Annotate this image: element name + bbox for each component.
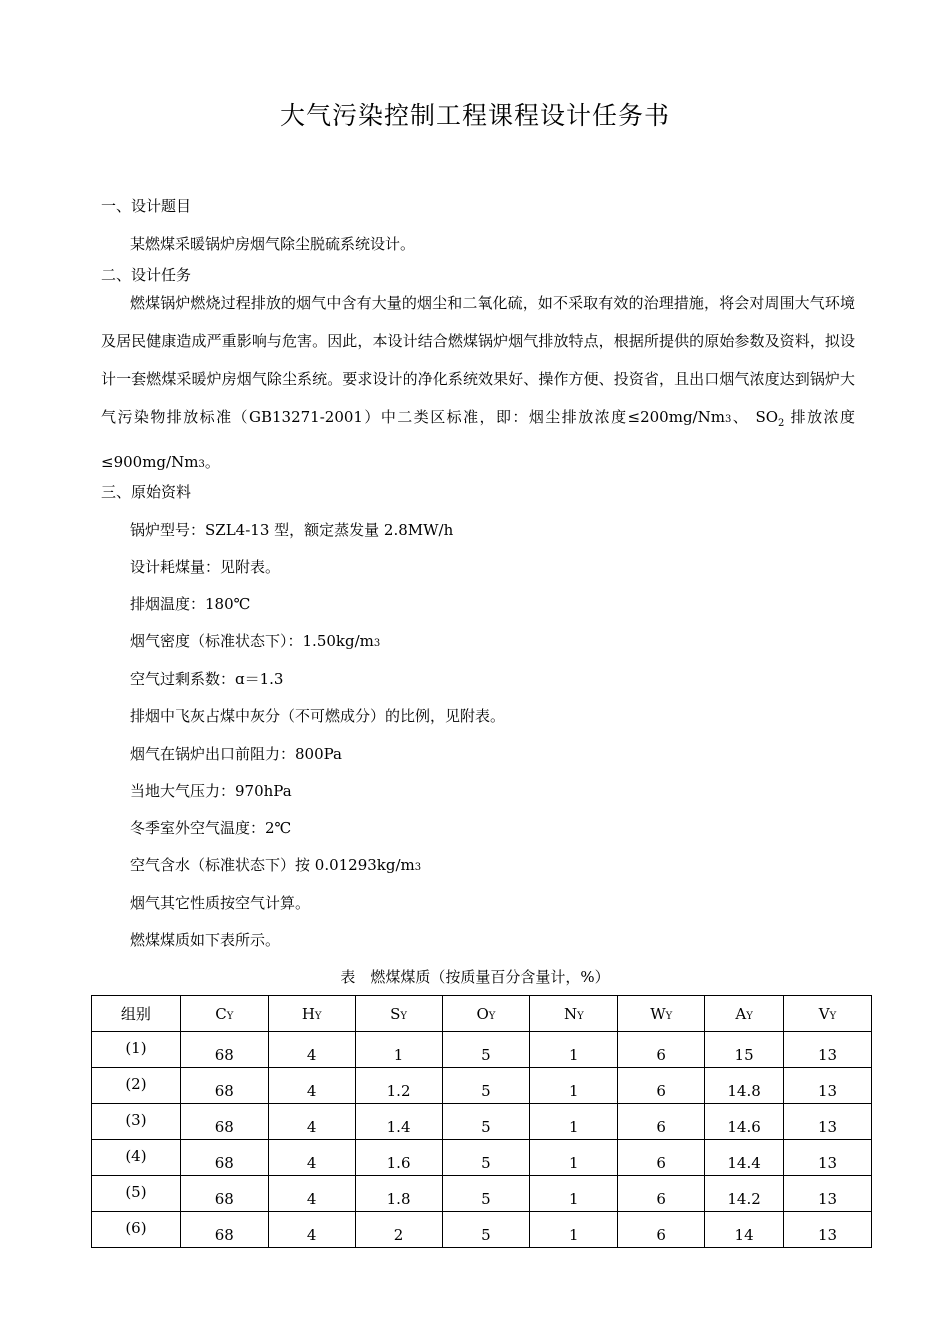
table-row bbox=[92, 1140, 872, 1176]
header-h: HY bbox=[268, 996, 355, 1032]
cell: 4 bbox=[268, 1068, 355, 1104]
cell: 5 bbox=[442, 1140, 530, 1176]
cell: 4 bbox=[268, 1032, 355, 1068]
header-a: AY bbox=[705, 996, 784, 1032]
cell-group: (4) bbox=[92, 1140, 181, 1176]
cell: 1 bbox=[355, 1032, 442, 1068]
cell: 13 bbox=[784, 1068, 872, 1104]
cell: 13 bbox=[784, 1032, 872, 1068]
item-air-water-text: 空气含水（标准状态下）按 0.01293kg/m bbox=[130, 856, 415, 874]
cell: 1.8 bbox=[355, 1176, 442, 1212]
cell-group: (6) bbox=[92, 1212, 181, 1248]
so2-symbol: SO bbox=[755, 408, 779, 426]
item-excess-air: 空气过剩系数：ɑ＝1.3 bbox=[130, 670, 284, 688]
cell: 6 bbox=[618, 1176, 705, 1212]
header-v: VY bbox=[784, 996, 872, 1032]
item-flue-density bbox=[130, 631, 380, 654]
unit-cube-1: 3 bbox=[724, 414, 732, 425]
cell: 6 bbox=[618, 1212, 705, 1248]
cell: 68 bbox=[180, 1140, 268, 1176]
table-header-row bbox=[92, 996, 872, 1032]
header-w: WY bbox=[618, 996, 705, 1032]
cell: 5 bbox=[442, 1032, 530, 1068]
cell: 6 bbox=[618, 1104, 705, 1140]
item-other-props: 烟气其它性质按空气计算。 bbox=[130, 894, 311, 912]
table-row bbox=[92, 1212, 872, 1248]
cell: 4 bbox=[268, 1176, 355, 1212]
section-1-text: 某燃煤采暖锅炉房烟气除尘脱硫系统设计。 bbox=[130, 235, 416, 253]
cell: 1 bbox=[530, 1176, 618, 1212]
item-resistance: 烟气在锅炉出口前阻力：800Pa bbox=[130, 745, 342, 763]
cell: 14 bbox=[705, 1212, 784, 1248]
item-winter-temp: 冬季室外空气温度：2℃ bbox=[130, 819, 292, 837]
cell: 1 bbox=[530, 1068, 618, 1104]
item-pressure: 当地大气压力：970hPa bbox=[130, 782, 292, 800]
table-caption: 表 燃煤煤质（按质量百分含量计，%） bbox=[340, 968, 610, 986]
cell: 1 bbox=[530, 1140, 618, 1176]
cell: 6 bbox=[618, 1068, 705, 1104]
header-s: SY bbox=[355, 996, 442, 1032]
item-air-water bbox=[130, 855, 421, 878]
cell: 5 bbox=[442, 1104, 530, 1140]
unit-cube-2: 3 bbox=[198, 459, 205, 470]
paragraph-main: 燃煤锅炉燃烧过程排放的烟气中含有大量的烟尘和二氧化硫，如不采取有效的治理措施，将会对周围大气环境及居民健康造成严重影响与危害。因此，本设计结合燃煤锅炉烟气排放特点，根据所提供的原始参数及资料，拟设计一套燃煤采暖炉房烟气除尘系统。要求设计的净化系统效果好、操作方便、投资省，且出口烟气浓度达到锅炉大气污染物排放标准（GB13271-2001）中二类区标准，即：烟尘排放浓度≤200mg/Nm bbox=[101, 294, 855, 426]
cell: 13 bbox=[784, 1176, 872, 1212]
cell: 1 bbox=[530, 1212, 618, 1248]
cell-group: (3) bbox=[92, 1104, 181, 1140]
unit-cube-3: 3 bbox=[373, 638, 381, 649]
cell: 5 bbox=[442, 1068, 530, 1104]
header-c: CY bbox=[180, 996, 268, 1032]
cell: 1 bbox=[530, 1104, 618, 1140]
cell: 68 bbox=[180, 1176, 268, 1212]
cell: 14.4 bbox=[705, 1140, 784, 1176]
cell: 5 bbox=[442, 1212, 530, 1248]
header-group: 组别 bbox=[92, 996, 181, 1032]
cell: 1.6 bbox=[355, 1140, 442, 1176]
item-flue-temp: 排烟温度：180℃ bbox=[130, 595, 251, 613]
item-table-intro: 燃煤煤质如下表所示。 bbox=[130, 931, 281, 949]
cell: 14.2 bbox=[705, 1176, 784, 1212]
cell-group: (1) bbox=[92, 1032, 181, 1068]
cell: 13 bbox=[784, 1212, 872, 1248]
cell: 4 bbox=[268, 1140, 355, 1176]
section-2-heading: 二、设计任务 bbox=[101, 266, 192, 284]
cell-group: (5) bbox=[92, 1176, 181, 1212]
cell: 68 bbox=[180, 1068, 268, 1104]
cell: 68 bbox=[180, 1032, 268, 1068]
coal-quality-table bbox=[91, 995, 872, 1248]
cell: 13 bbox=[784, 1140, 872, 1176]
cell: 6 bbox=[618, 1140, 705, 1176]
table-row bbox=[92, 1104, 872, 1140]
page-title: 大气污染控制工程课程设计任务书 bbox=[279, 101, 670, 130]
cell: 2 bbox=[355, 1212, 442, 1248]
table-row bbox=[92, 1032, 872, 1068]
cell: 6 bbox=[618, 1032, 705, 1068]
cell: 13 bbox=[784, 1104, 872, 1140]
section-3-heading: 三、原始资料 bbox=[101, 483, 192, 501]
unit-cube-4: 3 bbox=[414, 862, 422, 873]
item-coal-consumption: 设计耗煤量：见附表。 bbox=[130, 558, 281, 576]
cell-group: (2) bbox=[92, 1068, 181, 1104]
table-row bbox=[92, 1068, 872, 1104]
paragraph-end: 。 bbox=[204, 453, 220, 471]
cell: 1 bbox=[530, 1032, 618, 1068]
cell: 4 bbox=[268, 1104, 355, 1140]
header-n: NY bbox=[530, 996, 618, 1032]
cell: 4 bbox=[268, 1212, 355, 1248]
header-o: OY bbox=[442, 996, 530, 1032]
section-2-paragraph bbox=[101, 284, 855, 484]
item-boiler: 锅炉型号：SZL4-13 型，额定蒸发量 2.8MW/h bbox=[130, 521, 454, 539]
item-flue-density-text: 烟气密度（标准状态下）：1.50kg/m bbox=[130, 632, 374, 650]
cell: 1.2 bbox=[355, 1068, 442, 1104]
cell: 14.8 bbox=[705, 1068, 784, 1104]
paragraph-so2-limit: 排放浓度≤900mg/Nm bbox=[101, 408, 855, 471]
cell: 1.4 bbox=[355, 1104, 442, 1140]
cell: 68 bbox=[180, 1212, 268, 1248]
cell: 15 bbox=[705, 1032, 784, 1068]
so2-subscript: 2 bbox=[778, 418, 785, 429]
cell: 5 bbox=[442, 1176, 530, 1212]
table-row bbox=[92, 1176, 872, 1212]
cell: 14.6 bbox=[705, 1104, 784, 1140]
paragraph-separator: 、 bbox=[731, 408, 750, 426]
cell: 68 bbox=[180, 1104, 268, 1140]
item-fly-ash: 排烟中飞灰占煤中灰分（不可燃成分）的比例，见附表。 bbox=[130, 707, 506, 725]
section-1-heading: 一、设计题目 bbox=[101, 197, 192, 215]
